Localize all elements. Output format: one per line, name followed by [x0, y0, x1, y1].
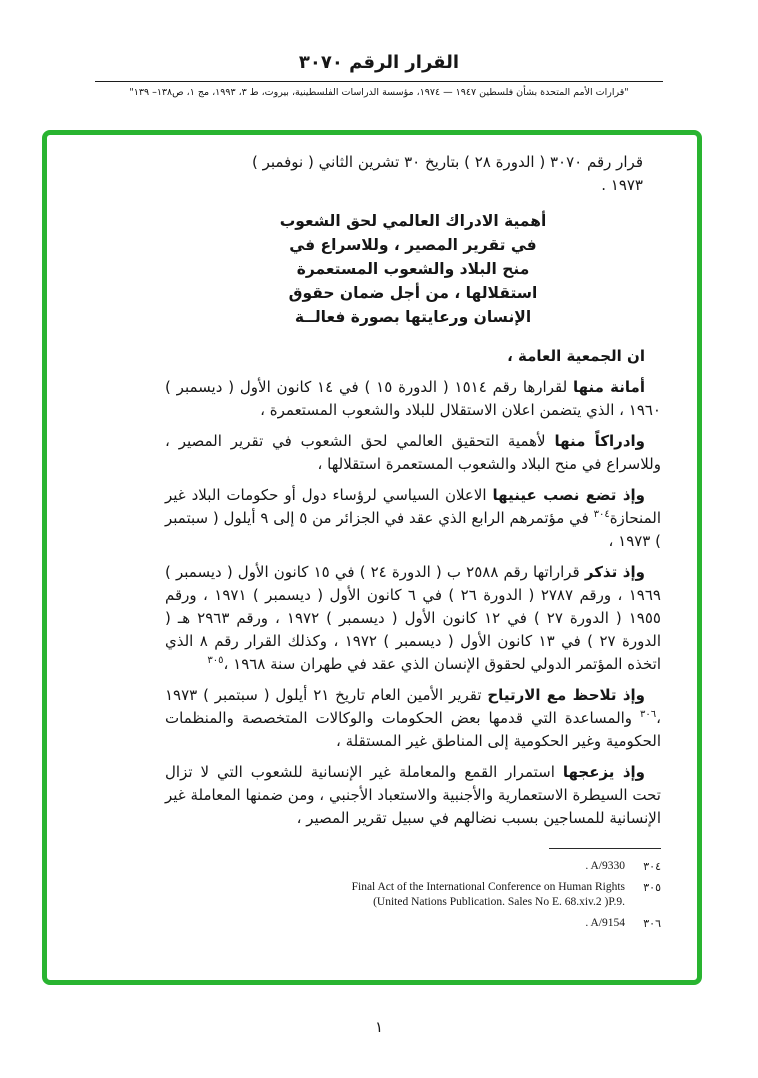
- paragraph: [165, 430, 661, 476]
- footnote: [165, 880, 661, 910]
- paragraph-text: لقرارها رقم ١٥١٤ ( الدورة ١٥ ) في ١٤ كانون الأول ( ديسمبر ) ١٩٦٠ ، الذي يتضمن اعلان الاستقلال للبلاد والشعوب المستعمرة ،: [165, 378, 661, 419]
- footnote-line: . A/9154: [585, 917, 625, 929]
- footnote-line: Final Act of the International Conference on Human Rights: [351, 881, 625, 893]
- intro-line: قرار رقم ٣٠٧٠ ( الدورة ٢٨ ) بتاريخ ٣٠ تشرين الثاني ( نوفمبر ): [252, 153, 643, 171]
- footnote-text: [585, 916, 625, 931]
- paragraph-lead: وادراكاً منها: [554, 432, 645, 450]
- heading-line: في تقرير المصير ، وللاسراع في: [289, 236, 537, 254]
- title-divider: [95, 81, 663, 82]
- paragraph-text: تقرير الأمين العام تاريخ ٢١ أيلول ( سبتمبر ) ١٩٧٣ ،: [165, 686, 661, 727]
- paragraph-lead: وإذ يزعجها: [562, 763, 645, 781]
- heading-line: أهمية الادراك العالمي لحق الشعوب: [279, 212, 547, 230]
- document-header: [0, 0, 758, 98]
- paragraph-text: والمساعدة التي قدمها بعض الحكومات والوكالات المتخصصة والمنظمات الحكومية وغير الحكومية إلى المناطق غير المستقلة ،: [165, 709, 661, 750]
- paragraph: [165, 684, 661, 753]
- footnote: [165, 859, 661, 874]
- footnote-line: (United Nations Publication. Sales No E. 68.xiv.2 )P.9.: [373, 896, 625, 908]
- footnote-marker: ٣٠٥: [643, 881, 661, 894]
- paragraph-lead: ان الجمعية العامة ،: [507, 347, 645, 365]
- footnote-ref: ٣٠٤: [593, 509, 610, 520]
- paragraph-lead: وإذ تضع نصب عينيها: [492, 486, 645, 504]
- paragraph-lead: وإذ تذكر: [584, 563, 645, 581]
- footnote-marker: ٣٠٤: [643, 860, 661, 873]
- resolution-content: [165, 151, 661, 931]
- resolution-intro: [165, 151, 661, 197]
- resolution-box: [42, 130, 702, 985]
- footnote-divider: [549, 848, 661, 849]
- footnote-text: [585, 859, 625, 874]
- footnote-text: [352, 880, 625, 910]
- heading-line: الإنسان ورعايتها بصورة فعالــة: [294, 308, 532, 326]
- paragraph-text: في مؤتمرهم الرابع الذي عقد في الجزائر من ٥ إلى ٩ أيلول ( سبتمبر ) ١٩٧٣ ،: [165, 509, 661, 550]
- paragraph-text: لأهمية التحقيق العالمي لحق الشعوب في تقرير المصير ، وللاسراع في منح البلاد والشعوب المستعمرة استقلالها ،: [165, 432, 661, 473]
- intro-line: ١٩٧٣ .: [601, 176, 643, 194]
- paragraph: [165, 376, 661, 422]
- paragraph-lead: أمانة منها: [572, 378, 645, 396]
- paragraph-text: الاعلان السياسي لرؤساء دول أو حكومات البلاد غير المنحازة: [165, 486, 661, 527]
- paragraph-text: قراراتها رقم ٢٥٨٨ ب ( الدورة ٢٤ ) في ١٥ كانون الأول ( ديسمبر ) ١٩٦٩ ، ورقم ٢٧٨٧ ( الدورة ٢٦ ) في ٦ كانون الأول ( ديسمبر ) ١٩٧١ ، ورقم ١٩٥٥ ( الدورة ٢٧ ) في ١٢ كانون الأول ( ديسمبر ) ١٩٧٢ ، ورقم ٢٩٦٣ هـ ( الدورة ٢٧ ) في ١٣ كانون الأول ( ديسمبر ) ١٩٧٢ ، وكذلك القرار رقم ٨ الذي اتخذه المؤتمر الدولي لحقوق الإنسان الذي عقد في طهران سنة ١٩٦٨ ،: [165, 563, 661, 673]
- paragraph: [165, 345, 661, 368]
- paragraph: [165, 561, 661, 676]
- footnotes-section: [165, 848, 661, 931]
- paragraph: [165, 761, 661, 830]
- footnote-marker: ٣٠٦: [643, 917, 661, 930]
- footnote: [165, 916, 661, 931]
- paragraph-lead: وإذ تلاحظ مع الارتياح: [487, 686, 645, 704]
- page-title: القرار الرقم ٣٠٧٠: [298, 52, 460, 73]
- resolution-heading: [165, 209, 661, 329]
- page-number: ١: [374, 1018, 384, 1036]
- footnote-ref: ٣٠٥: [207, 655, 224, 666]
- paragraph-text: استمرار القمع والمعاملة غير الإنسانية للشعوب التي لا تزال تحت السيطرة الاستعمارية والأجنبية والاستعباد الأجنبي ، ومن ضمنها المعاملة غير الإنسانية للمساجين بسبب نضالهم في سبيل تقرير المصير ،: [165, 763, 661, 827]
- footnote-ref: ٣٠٦: [640, 709, 657, 720]
- paragraph: [165, 484, 661, 553]
- footnote-line: . A/9330: [585, 860, 625, 872]
- heading-line: استقلالها ، من أجل ضمان حقوق: [288, 284, 538, 302]
- source-citation: "قرارات الأمم المتحدة بشأن فلسطين ١٩٤٧ — ١٩٧٤، مؤسسة الدراسات الفلسطينية، بيروت، ط ٣، ١٩٩٣، مج ١، ص١٣٨– ١٣٩": [129, 87, 629, 98]
- heading-line: منح البلاد والشعوب المستعمرة: [296, 260, 530, 278]
